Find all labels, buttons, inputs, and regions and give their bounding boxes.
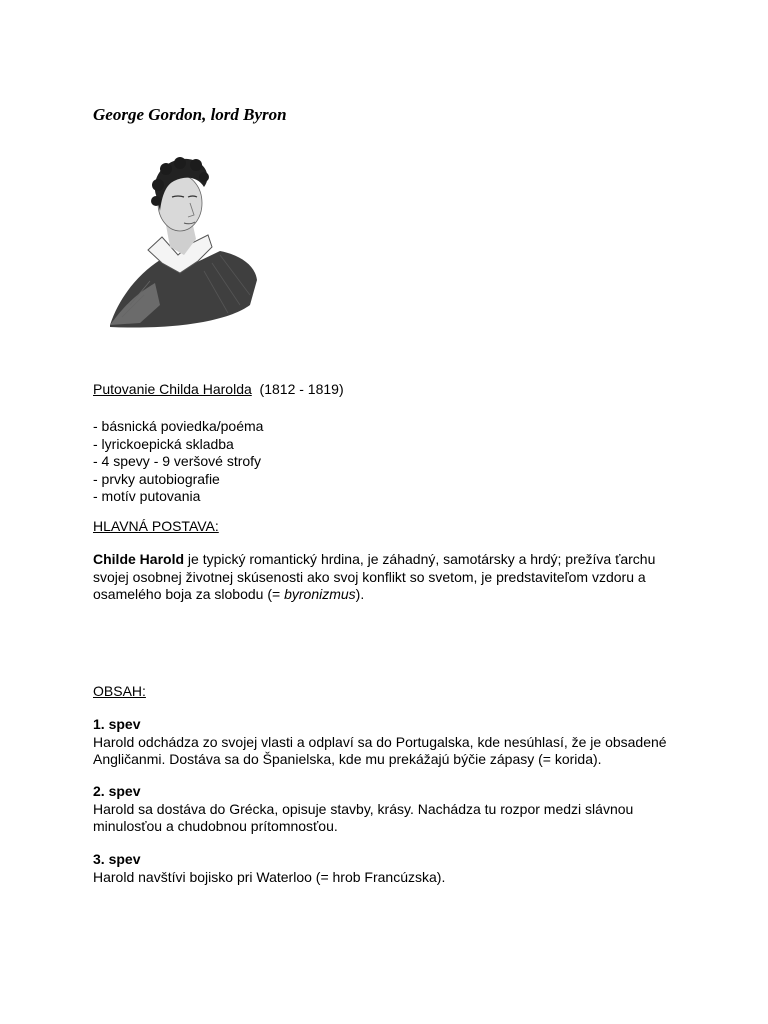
- canto-text: Harold sa dostáva do Grécka, opisuje stavby, krásy. Nachádza tu rozpor medzi slávnou minulosťou a chudobnou prítomnosťou.: [93, 800, 634, 834]
- canto-title: 3. spev: [93, 851, 141, 867]
- main-character-paragraph: [93, 551, 683, 604]
- canto-text: Harold odchádza zo svojej vlasti a odplaví sa do Portugalska, kde nesúhlasí, že je obsadené Angličanmi. Dostáva sa do Španielska, kde mu prekážajú býčie zápasy (= korida).: [93, 733, 667, 767]
- canto-title: 2. spev: [93, 783, 141, 799]
- list-item: - prvky autobiografie: [93, 470, 220, 487]
- features-list: [93, 418, 693, 506]
- list-item: - lyrickoepická skladba: [93, 435, 234, 452]
- list-item: - motív putovania: [93, 488, 201, 504]
- document-title: George Gordon, lord Byron: [93, 105, 287, 124]
- canto-1: [93, 716, 688, 769]
- canto-3: [93, 851, 688, 886]
- work-years: (1812 - 1819): [259, 381, 344, 397]
- canto-title: 1. spev: [93, 716, 141, 732]
- contents-heading: OBSAH:: [93, 683, 146, 699]
- byron-portrait: [100, 155, 260, 333]
- byronizmus-term: byronizmus: [284, 586, 356, 602]
- character-description-end: ).: [355, 586, 365, 602]
- canto-text: Harold navštívi bojisko pri Waterloo (= hrob Francúzska).: [93, 868, 446, 885]
- work-title: Putovanie Childa Harolda: [93, 381, 252, 397]
- canto-2: [93, 783, 688, 836]
- list-item: - básnická poviedka/poéma: [93, 418, 264, 434]
- character-description: je typický romantický hrdina, je záhadný, samotársky a hrdý; prežíva ťarchu svojej osobnej životnej skúsenosti ako svoj konflikt so svetom, je predstaviteľom vzdoru a osamelého boja za slobodu (=: [93, 551, 656, 602]
- list-item: - 4 spevy - 9 veršové strofy: [93, 453, 262, 469]
- main-character-heading: HLAVNÁ POSTAVA:: [93, 518, 219, 534]
- character-name: Childe Harold: [93, 551, 185, 567]
- work-line: [93, 381, 693, 399]
